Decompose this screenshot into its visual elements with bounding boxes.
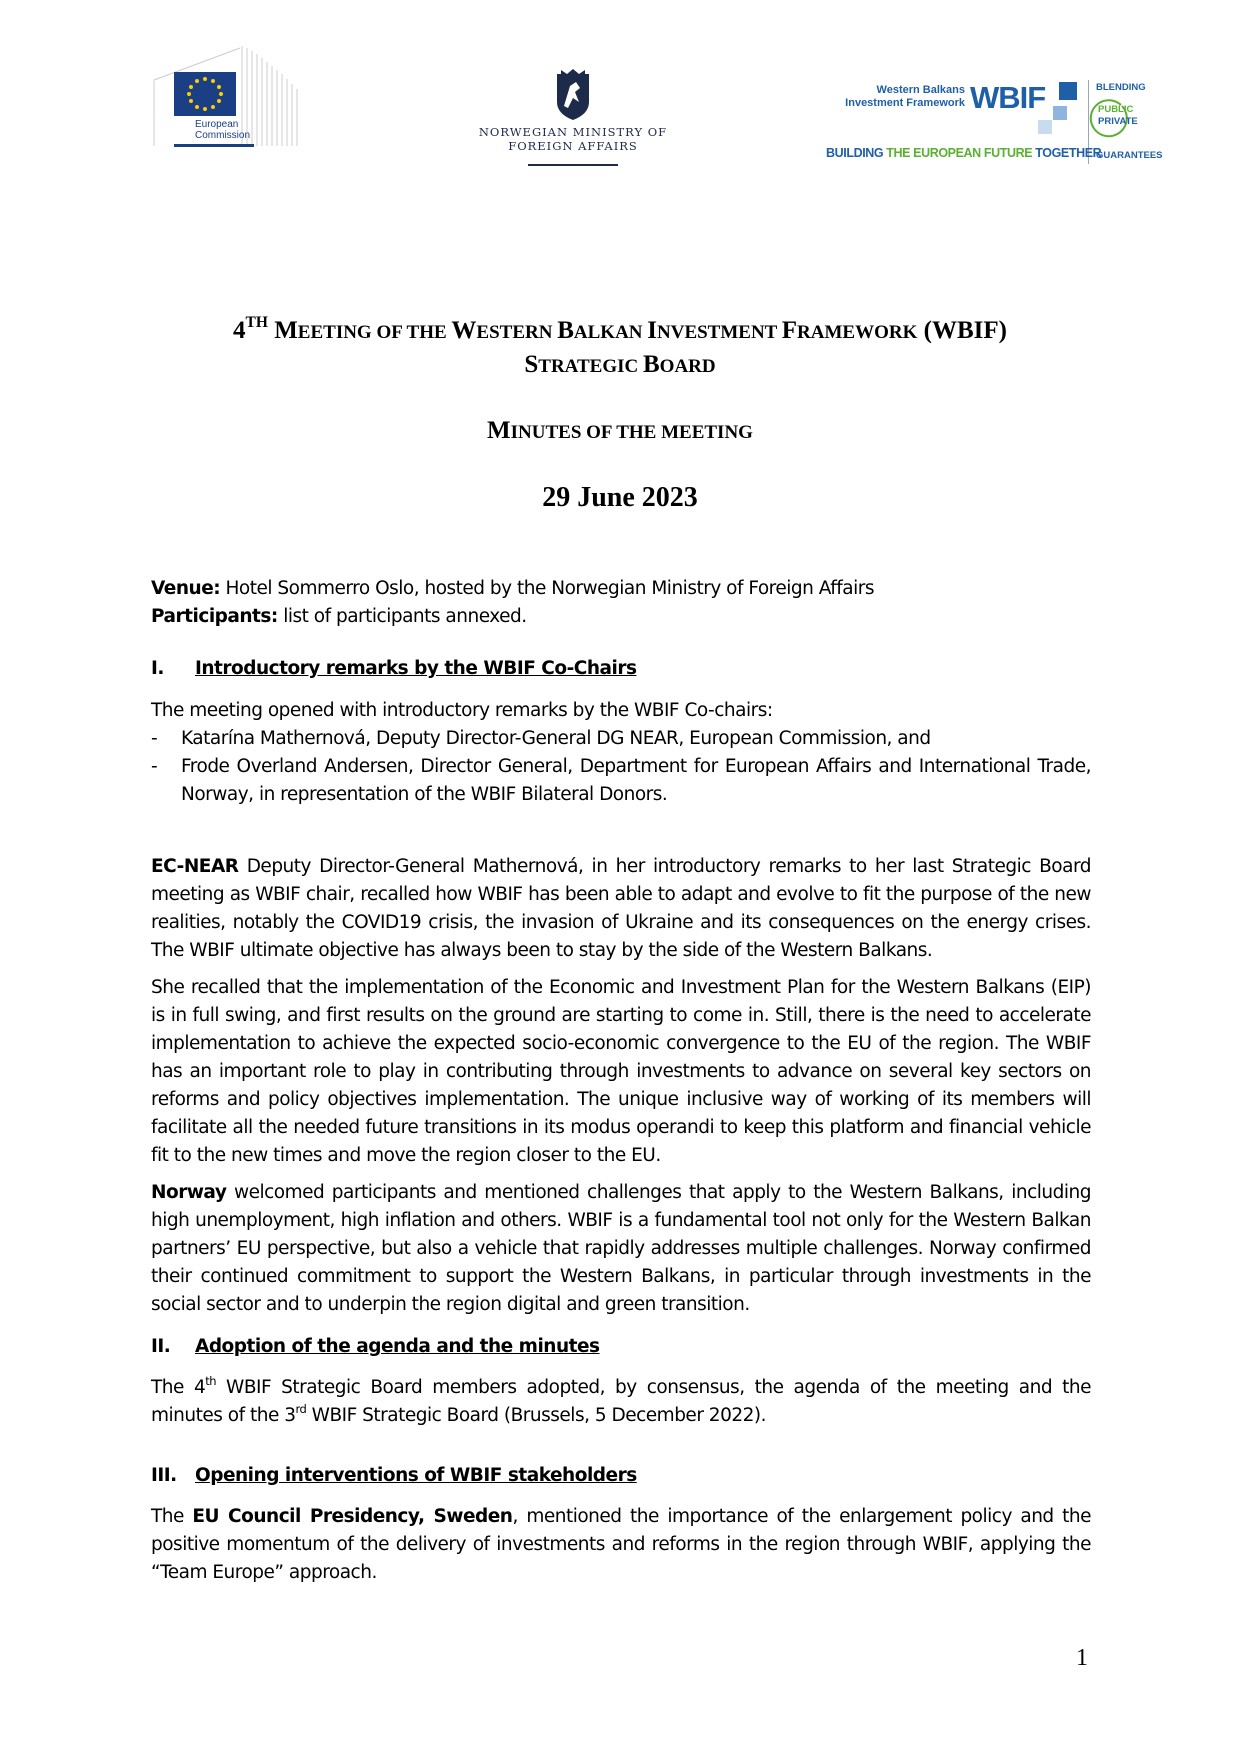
ec-building-icon [152, 46, 327, 167]
wbif-logo-acronym: WBIF [970, 80, 1046, 115]
wbif-private-label: PRIVATE [1098, 116, 1138, 127]
ec-logo-text: European Commission [195, 119, 251, 141]
european-commission-logo [152, 46, 327, 167]
list-item: - Katarína Mathernová, Deputy Director-General DG NEAR, European Commission, and [151, 728, 931, 749]
meeting-meta [151, 575, 1091, 631]
section1-intro: The meeting opened with introductory remarks by the WBIF Co-chairs: [151, 700, 773, 721]
wbif-logo [826, 76, 1180, 168]
section3-paragraph: The EU Council Presidency, Sweden, mentioned the importance of the enlargement policy and the positive momentum of the delivery of investments and reforms in the region through WBIF, applying the “Team Europe” approach. [151, 1506, 1091, 1583]
ecnear-paragraph: EC-NEAR Deputy Director-General Mathernová, in her introductory remarks to her last Strategic Board meeting as WBIF chair, recalled how WBIF has been able to adapt and evolve to fit the purpose of the new realities, notably the COVID19 crisis, the invasion of Ukraine and its consequences on the energy crises. The WBIF ultimate objective has always been to stay by the side of the Western Balkans. [151, 856, 1091, 961]
venue-line: Venue: Hotel Sommerro Oslo, hosted by the Norwegian Ministry of Foreign Affairs [151, 578, 874, 599]
document-title-line2: STRATEGIC BOARD [524, 351, 716, 378]
norwegian-ministry-logo [478, 68, 668, 170]
wbif-tagline: BUILDING THE EUROPEAN FUTURE TOGETHER [826, 146, 1102, 160]
wbif-public-label: PUBLIC [1098, 104, 1134, 115]
wbif-blending-label: BLENDING [1096, 82, 1146, 93]
nmfa-logo-text: NORWEGIAN MINISTRY OF FOREIGN AFFAIRS [478, 125, 668, 153]
meeting-date: 29 June 2023 [542, 482, 698, 513]
list-item: - Frode Overland Andersen, Director General, Department for European Affairs and International Trade, Norway, in representation of the WBIF Bilateral Donors. [151, 756, 1091, 805]
wbif-guarantees-label: GUARANTEES [1096, 150, 1163, 161]
document-title-line1: 4TH MEETING OF THE WESTERN BALKAN INVESTMENT FRAMEWORK (WBIF) [233, 314, 1007, 344]
section-heading-2: II. Adoption of the agenda and the minutes [151, 1336, 600, 1357]
section-heading-1: I. Introductory remarks by the WBIF Co-Chairs [151, 658, 637, 679]
document-subtitle: MINUTES OF THE MEETING [487, 417, 753, 444]
wbif-logo-line1: Western Balkans [876, 84, 965, 96]
participants-line: Participants: list of participants annexed. [151, 606, 527, 627]
she-recalled-paragraph: She recalled that the implementation of the Economic and Investment Plan for the Western Balkans (EIP) is in full swing, and first results on the ground are starting to come in. Still, there is the need to accelerate implementation to achieve the expected socio-economic convergence to the EU of the region. The WBIF has an important role to play in contributing through investments to advance on several key sectors on reforms and policy objectives implementation. The unique inclusive way of working of its members will facilitate all the needed future transitions in its modus operandi to keep this platform and financial vehicle fit to the new times and move the region closer to the EU. [151, 977, 1091, 1166]
wbif-logo-line2: Investment Framework [845, 97, 965, 109]
section1-intro-block [151, 697, 1091, 809]
page-number: 1 [1076, 1645, 1088, 1671]
norway-paragraph: Norway welcomed participants and mentioned challenges that apply to the Western Balkans, including high unemployment, high inflation and others. WBIF is a fundamental tool not only for the Western Balkan partners’ EU perspective, but also a vehicle that rapidly addresses multiple challenges. Norway confirmed their continued commitment to support the Western Balkans, in particular through investments in the social sector and to underpin the region digital and green transition. [151, 1182, 1091, 1315]
norway-coat-of-arms-icon [478, 68, 668, 124]
section2-paragraph: The 4th WBIF Strategic Board members adopted, by consensus, the agenda of the meeting and the minutes of the 3rd WBIF Strategic Board (Brussels, 5 December 2022). [151, 1373, 1091, 1426]
nmfa-underline [478, 164, 668, 168]
section-heading-3: III. Opening interventions of WBIF stakeholders [151, 1465, 637, 1486]
